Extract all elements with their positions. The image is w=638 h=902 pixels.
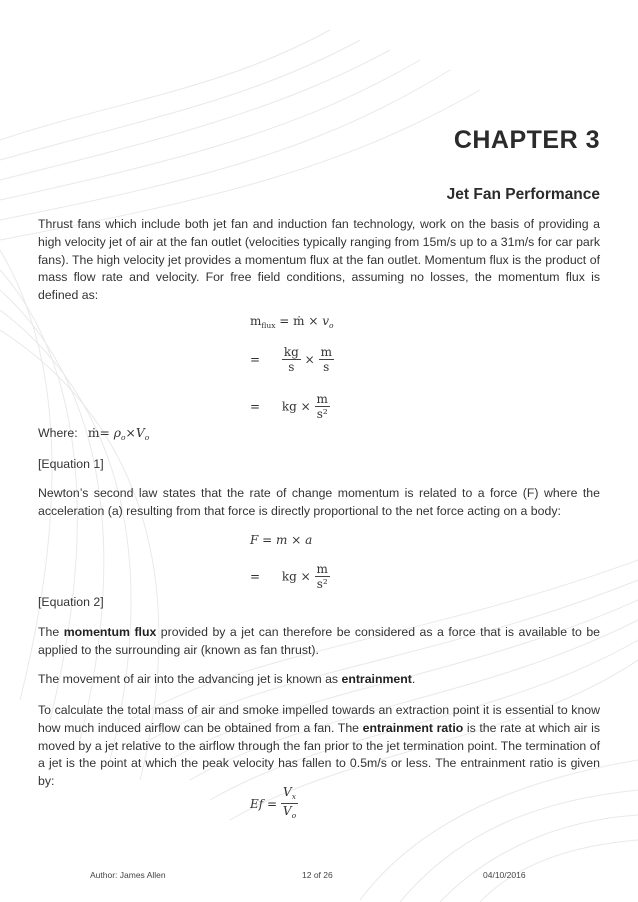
- momentum-flux-term: momentum flux: [63, 625, 157, 639]
- equation-1-label: [Equation 1]: [38, 457, 104, 471]
- entrainment-ratio-term: entrainment ratio: [362, 720, 464, 735]
- momentum-flux-units-line: = $\frac{kg}{s}$ × $\frac{m}{s}$: [250, 345, 332, 374]
- footer-date: 04/10/2016: [483, 870, 526, 880]
- section-title: Jet Fan Performance: [446, 186, 600, 203]
- intro-paragraph: Thrust fans which include both jet fan and induction fan technology, work on the basis of providing a high velocity jet of air at the fan outlet (velocities typically ranging from 15m/s up to a 31m/s for car park fans). The high velocity jet provides a momentum flux at the fan outlet. Momentum flux is the product of mass flow rate and velocity. For free field conditions, assuming no losses, the momentum flux is defined as:: [38, 217, 600, 303]
- newton-force-units-line: = kg × $\frac{m}{\text{s²}}$: [250, 562, 328, 591]
- entrainment-ratio-paragraph: To calculate the total mass of air and smoke impelled towards an extraction point it is essential to know how much induced airflow can be obtained from a fan. The entrainment ratio is the rate at which air is moved by a jet relative to the airflow through the fan prior to the jet termination point. The termination of a jet is the point at which the peak velocity has fallen to 0.5m/s or less. The entrainment ratio is given by:: [38, 703, 600, 789]
- newton-paragraph: Newton’s second law states that the rate of change momentum is related to a force (F) where the acceleration (a) resulting from that force is directly proportional to the net force acting on a body:: [38, 486, 600, 518]
- newton-force-equation: F = m × a: [250, 533, 313, 547]
- where-line: Where: ṁ= $\rho_o\times V_o$: [38, 426, 150, 442]
- chapter-title: CHAPTER 3: [453, 126, 600, 154]
- momentum-flux-paragraph: The momentum flux provided by a jet can therefore be considered as a force that is available to be applied to the surrounding air (known as fan thrust).: [38, 625, 600, 657]
- entrainment-term: entrainment: [341, 672, 412, 686]
- momentum-flux-simplified-line: = kg × $\frac{m}{\text{s²}}$: [250, 392, 328, 421]
- footer-page-number: 12 of 26: [302, 870, 333, 880]
- equation-2-label: [Equation 2]: [38, 595, 104, 609]
- entrainment-paragraph: The movement of air into the advancing jet is known as entrainment.: [38, 672, 416, 686]
- momentum-flux-equation: $m_{flux}$ = ṁ × $v_o$: [250, 314, 334, 330]
- entrainment-ratio-equation: Ef = $\frac{V_x}{V_o}$: [250, 786, 298, 823]
- footer-author: Author: James Allen: [90, 870, 166, 880]
